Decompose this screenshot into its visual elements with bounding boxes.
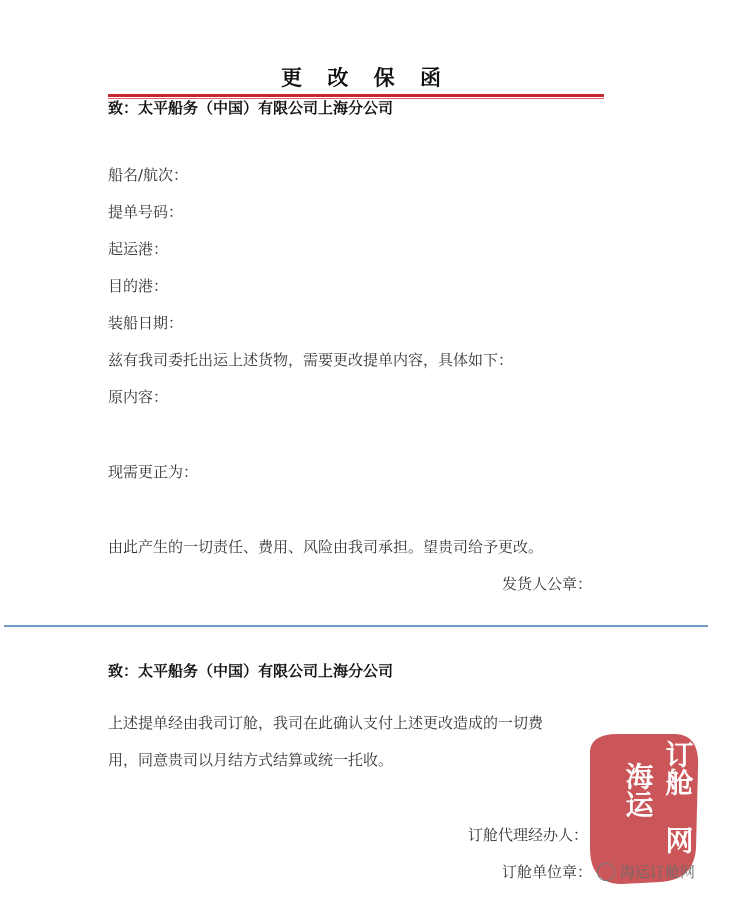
document-title: 更 改 保 函 (281, 65, 450, 90)
stamp-text-col1: 订舱 (661, 740, 695, 796)
amendment-request-text: 兹有我司委托出运上述货物，需要更改提单内容，具体如下： (108, 351, 514, 369)
stamp-text-col2: 海运 (621, 762, 655, 818)
destination-port-label: 目的港： (108, 277, 169, 295)
shipper-seal-label: 发货人公章： (502, 575, 593, 593)
booking-agent-label: 订舱代理经办人： (468, 826, 589, 844)
confirmation-line-1: 上述提单经由我司订舱，我司在此确认支付上述更改造成的一切费 (108, 714, 544, 732)
booking-unit-seal-label: 订舱单位章： (502, 863, 593, 881)
confirmation-line-2: 用，同意贵司以月结方式结算或统一托收。 (108, 751, 394, 769)
vessel-voyage-label: 船名/航次： (108, 166, 189, 184)
watermark-text: 海运订舱网 (620, 863, 696, 881)
watermark-logo-icon (597, 863, 615, 881)
port-of-loading-label: 起运港： (108, 240, 169, 258)
bl-number-label: 提单号码： (108, 203, 184, 221)
stamp-text-col3: 网 (661, 826, 695, 854)
corrected-content-label: 现需更正为： (108, 463, 199, 481)
loading-date-label: 装船日期： (108, 314, 184, 332)
original-content-label: 原内容： (108, 388, 169, 406)
lower-recipient: 致：太平船务（中国）有限公司上海分公司 (108, 662, 394, 680)
section-divider (4, 625, 708, 627)
upper-recipient: 致：太平船务（中国）有限公司上海分公司 (108, 99, 394, 117)
responsibility-statement: 由此产生的一切责任、费用、风险由我司承担。望贵司给予更改。 (108, 538, 544, 556)
